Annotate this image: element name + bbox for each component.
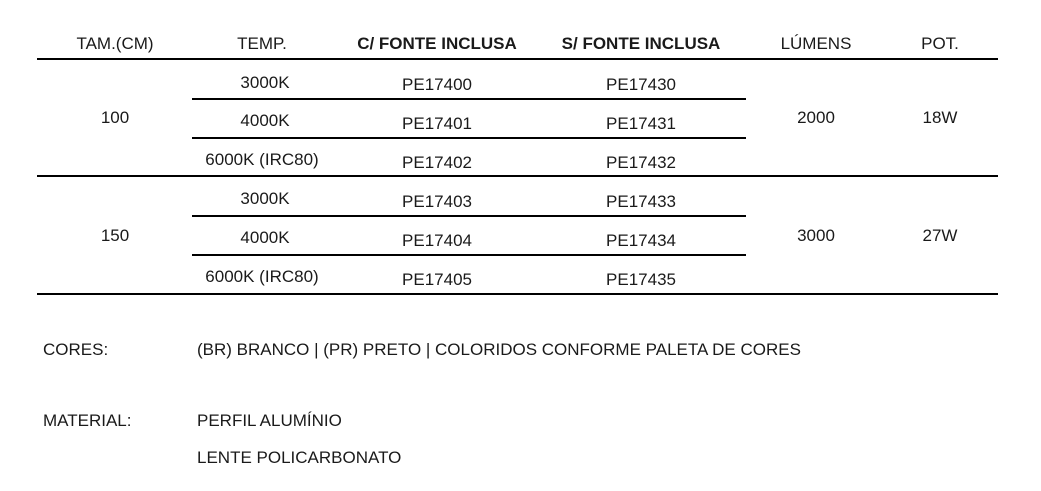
material-value-2: LENTE POLICARBONATO — [197, 448, 402, 467]
row-divider — [192, 98, 746, 100]
power-cell: 27W — [922, 226, 958, 245]
code-with-driver: PE17400 — [402, 75, 472, 94]
temp-cell: 6000K (IRC80) — [205, 267, 319, 286]
code-with-driver: PE17403 — [402, 192, 472, 211]
temp-cell: 3000K — [240, 73, 290, 92]
size-cell: 100 — [100, 108, 130, 127]
header-divider — [37, 58, 998, 60]
colors-value: (BR) BRANCO | (PR) PRETO | COLORIDOS CONFORME PALETA DE CORES — [197, 340, 801, 359]
code-with-driver: PE17405 — [402, 270, 472, 289]
code-without-driver: PE17433 — [606, 192, 676, 211]
code-without-driver: PE17432 — [606, 153, 676, 172]
temp-cell: 4000K — [240, 228, 290, 247]
code-without-driver: PE17435 — [606, 270, 676, 289]
row-divider — [192, 215, 746, 217]
header-lumens: LÚMENS — [780, 34, 852, 53]
temp-cell: 6000K (IRC80) — [205, 150, 319, 169]
power-cell: 18W — [922, 108, 958, 127]
code-without-driver: PE17431 — [606, 114, 676, 133]
code-without-driver: PE17434 — [606, 231, 676, 250]
lumens-cell: 3000 — [797, 226, 835, 245]
row-divider — [192, 137, 746, 139]
colors-label: CORES: — [43, 340, 109, 359]
table-bottom-border — [37, 293, 998, 295]
header-without-driver: S/ FONTE INCLUSA — [561, 34, 721, 53]
header-power: POT. — [921, 34, 959, 53]
code-with-driver: PE17404 — [402, 231, 472, 250]
temp-cell: 4000K — [240, 111, 290, 130]
group-divider — [37, 175, 998, 177]
lumens-cell: 2000 — [797, 108, 835, 127]
size-cell: 150 — [100, 226, 130, 245]
material-value-1: PERFIL ALUMÍNIO — [197, 411, 342, 430]
material-label: MATERIAL: — [43, 411, 132, 430]
code-with-driver: PE17401 — [402, 114, 472, 133]
header-size: TAM.(CM) — [76, 34, 154, 53]
header-with-driver: C/ FONTE INCLUSA — [357, 34, 517, 53]
row-divider — [192, 254, 746, 256]
code-with-driver: PE17402 — [402, 153, 472, 172]
code-without-driver: PE17430 — [606, 75, 676, 94]
temp-cell: 3000K — [240, 189, 290, 208]
header-temp: TEMP. — [237, 34, 287, 53]
